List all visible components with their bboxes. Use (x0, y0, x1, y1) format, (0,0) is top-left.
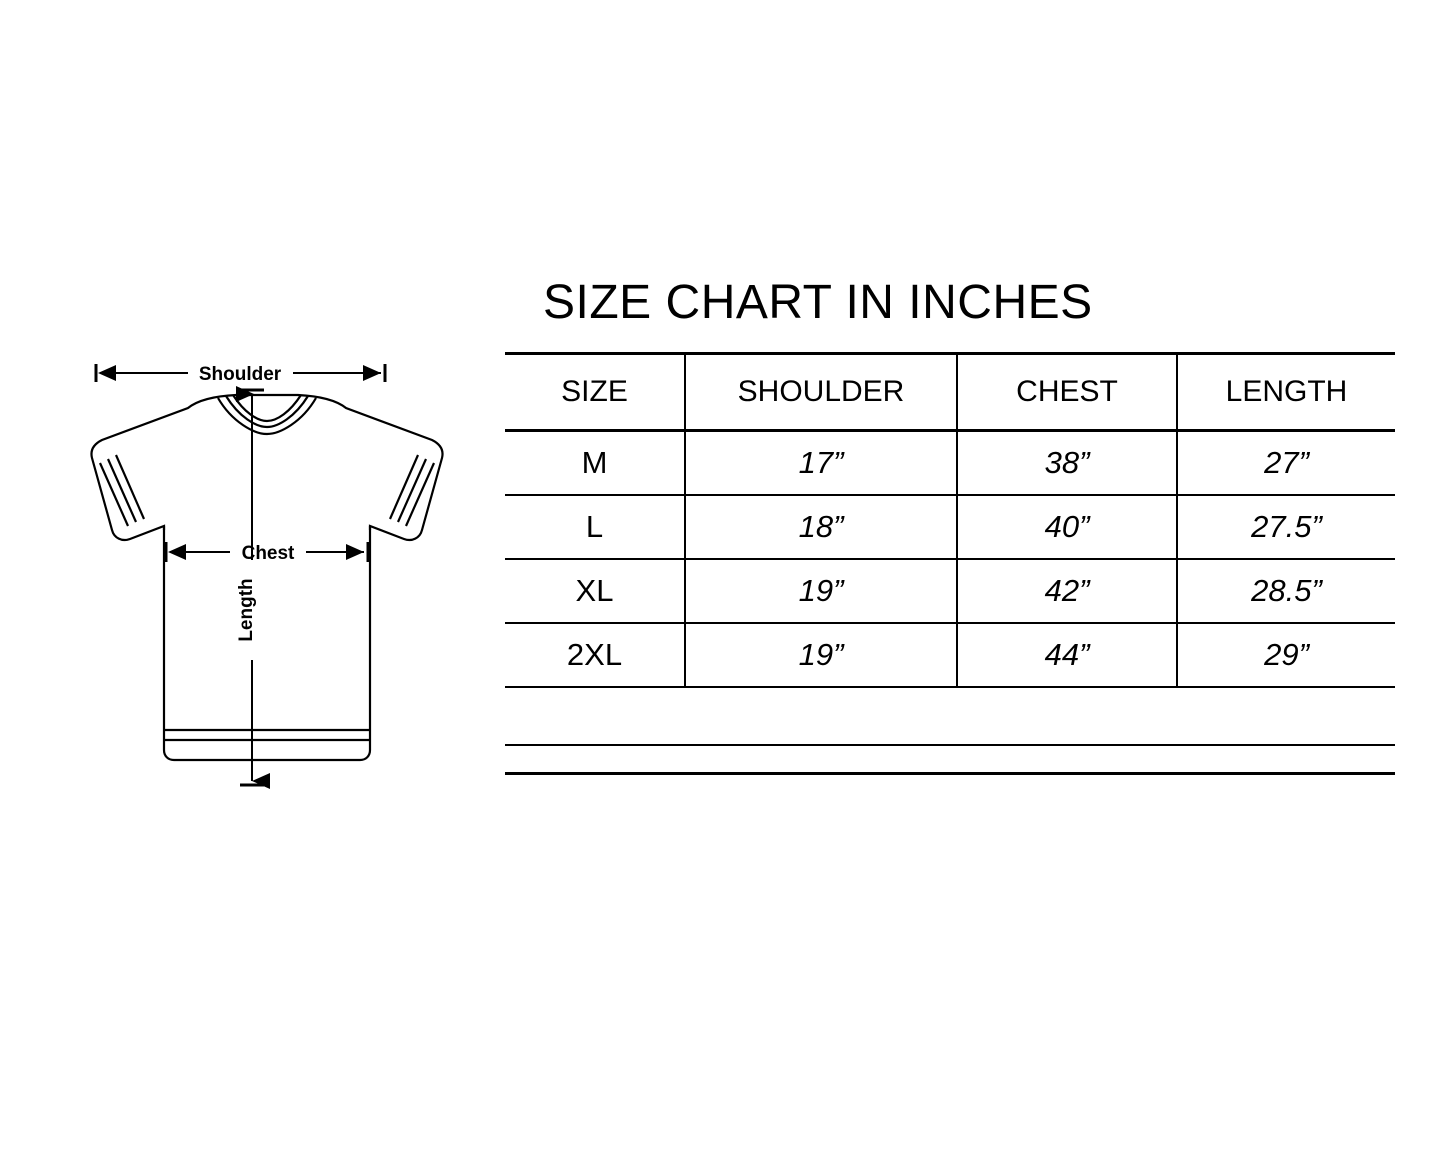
shoulder-dimension (96, 364, 385, 385)
column-header-chest: CHEST (957, 354, 1177, 431)
tshirt-measurement-diagram (40, 330, 490, 830)
tshirt-outline (91, 395, 442, 760)
size-chart-table (505, 352, 1395, 688)
column-header-shoulder: SHOULDER (685, 354, 957, 431)
cell-length: 27.5” (1177, 495, 1395, 559)
table-row (505, 559, 1395, 623)
shoulder-label: Shoulder (198, 364, 282, 385)
length-label: Length (236, 578, 257, 642)
cell-size: L (505, 495, 685, 559)
cell-length: 28.5” (1177, 559, 1395, 623)
cell-size: 2XL (505, 623, 685, 687)
table-header-row (505, 354, 1395, 431)
cell-shoulder: 18” (685, 495, 957, 559)
table-footer-rule-1 (505, 744, 1395, 746)
chart-title: SIZE CHART IN INCHES (543, 276, 1093, 329)
cell-shoulder: 19” (685, 559, 957, 623)
chest-dimension (166, 542, 368, 564)
table-row (505, 495, 1395, 559)
table-row (505, 623, 1395, 687)
size-chart (505, 275, 1395, 775)
cell-size: M (505, 431, 685, 496)
column-header-length: LENGTH (1177, 354, 1395, 431)
cell-length: 29” (1177, 623, 1395, 687)
table-footer-rule-2 (505, 772, 1395, 775)
column-header-size: SIZE (505, 354, 685, 431)
length-dimension (236, 390, 264, 785)
cell-chest: 38” (957, 431, 1177, 496)
cell-length: 27” (1177, 431, 1395, 496)
cell-shoulder: 17” (685, 431, 957, 496)
cell-chest: 42” (957, 559, 1177, 623)
cell-chest: 40” (957, 495, 1177, 559)
cell-shoulder: 19” (685, 623, 957, 687)
tshirt-diagram-svg (40, 330, 490, 830)
cell-chest: 44” (957, 623, 1177, 687)
table-row (505, 431, 1395, 496)
cell-size: XL (505, 559, 685, 623)
chest-label: Chest (241, 543, 295, 564)
